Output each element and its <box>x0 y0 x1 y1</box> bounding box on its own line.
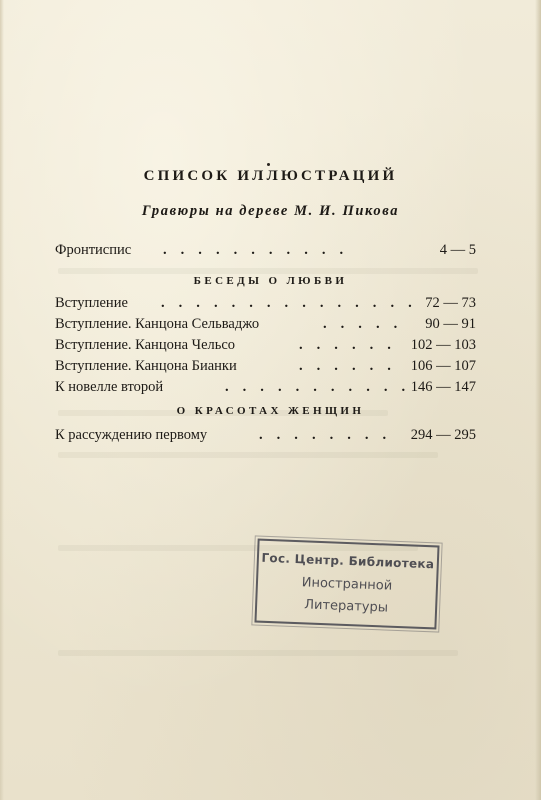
page-subtitle: Гравюры на дереве М. И. Пикова <box>141 203 400 219</box>
entry-label: К рассуждению первому <box>55 427 208 443</box>
section-heading: О КРАСОТАХ ЖЕНЩИН <box>176 405 365 417</box>
toc-entry <box>55 357 476 375</box>
entry-label: К новелле второй <box>55 379 164 395</box>
toc-entry <box>55 426 476 444</box>
entry-label: Вступление. Канцона Бианки <box>55 358 237 374</box>
ink-dot <box>267 163 270 166</box>
page-edge-right <box>535 0 541 800</box>
section-heading: БЕСЕДЫ О ЛЮБВИ <box>193 275 348 287</box>
dot-leader: . . . . . . . . . . . . . . . <box>161 295 417 311</box>
entry-pages: 90 — 91 <box>425 316 476 332</box>
entry-label: Вступление <box>55 295 128 311</box>
entry-pages: 72 — 73 <box>425 295 476 311</box>
entry-pages: 106 — 107 <box>410 358 476 374</box>
entry-pages: 4 — 5 <box>439 242 476 258</box>
toc-entry-frontispiece <box>55 241 476 259</box>
toc-entry <box>55 315 476 333</box>
bleed-through-line <box>58 268 478 274</box>
dot-leader: . . . . . . . . . . . <box>225 379 411 395</box>
dot-leader: . . . . . . <box>299 358 397 374</box>
bleed-through-line <box>58 452 438 458</box>
dot-leader: . . . . . . . . <box>259 427 392 443</box>
entry-pages: 102 — 103 <box>410 337 476 353</box>
bleed-through-line <box>58 650 458 656</box>
toc-entry <box>55 378 476 396</box>
toc-entry <box>55 294 476 312</box>
page-edge-left <box>0 0 4 800</box>
entry-pages: 294 — 295 <box>410 427 476 443</box>
entry-label: Вступление. Канцона Сельваджо <box>55 316 260 332</box>
dot-leader: . . . . . . <box>299 337 397 353</box>
entry-pages: 146 — 147 <box>410 379 476 395</box>
dot-leader: . . . . . . . . . . . <box>163 242 349 258</box>
stamp-line-1: Гос. Центр. Библиотека <box>261 550 435 572</box>
entry-label: Вступление. Канцона Чельсо <box>55 337 236 353</box>
library-stamp <box>254 539 439 630</box>
page-title: СПИСОК ИЛЛЮСТРАЦИЙ <box>143 168 398 184</box>
dot-leader: . . . . . <box>323 316 403 332</box>
stamp-line-3: Литературы <box>303 597 389 616</box>
toc-entry <box>55 336 476 354</box>
stamp-line-2: Иностранной <box>301 575 393 594</box>
entry-label: Фронтиспис <box>55 242 132 258</box>
